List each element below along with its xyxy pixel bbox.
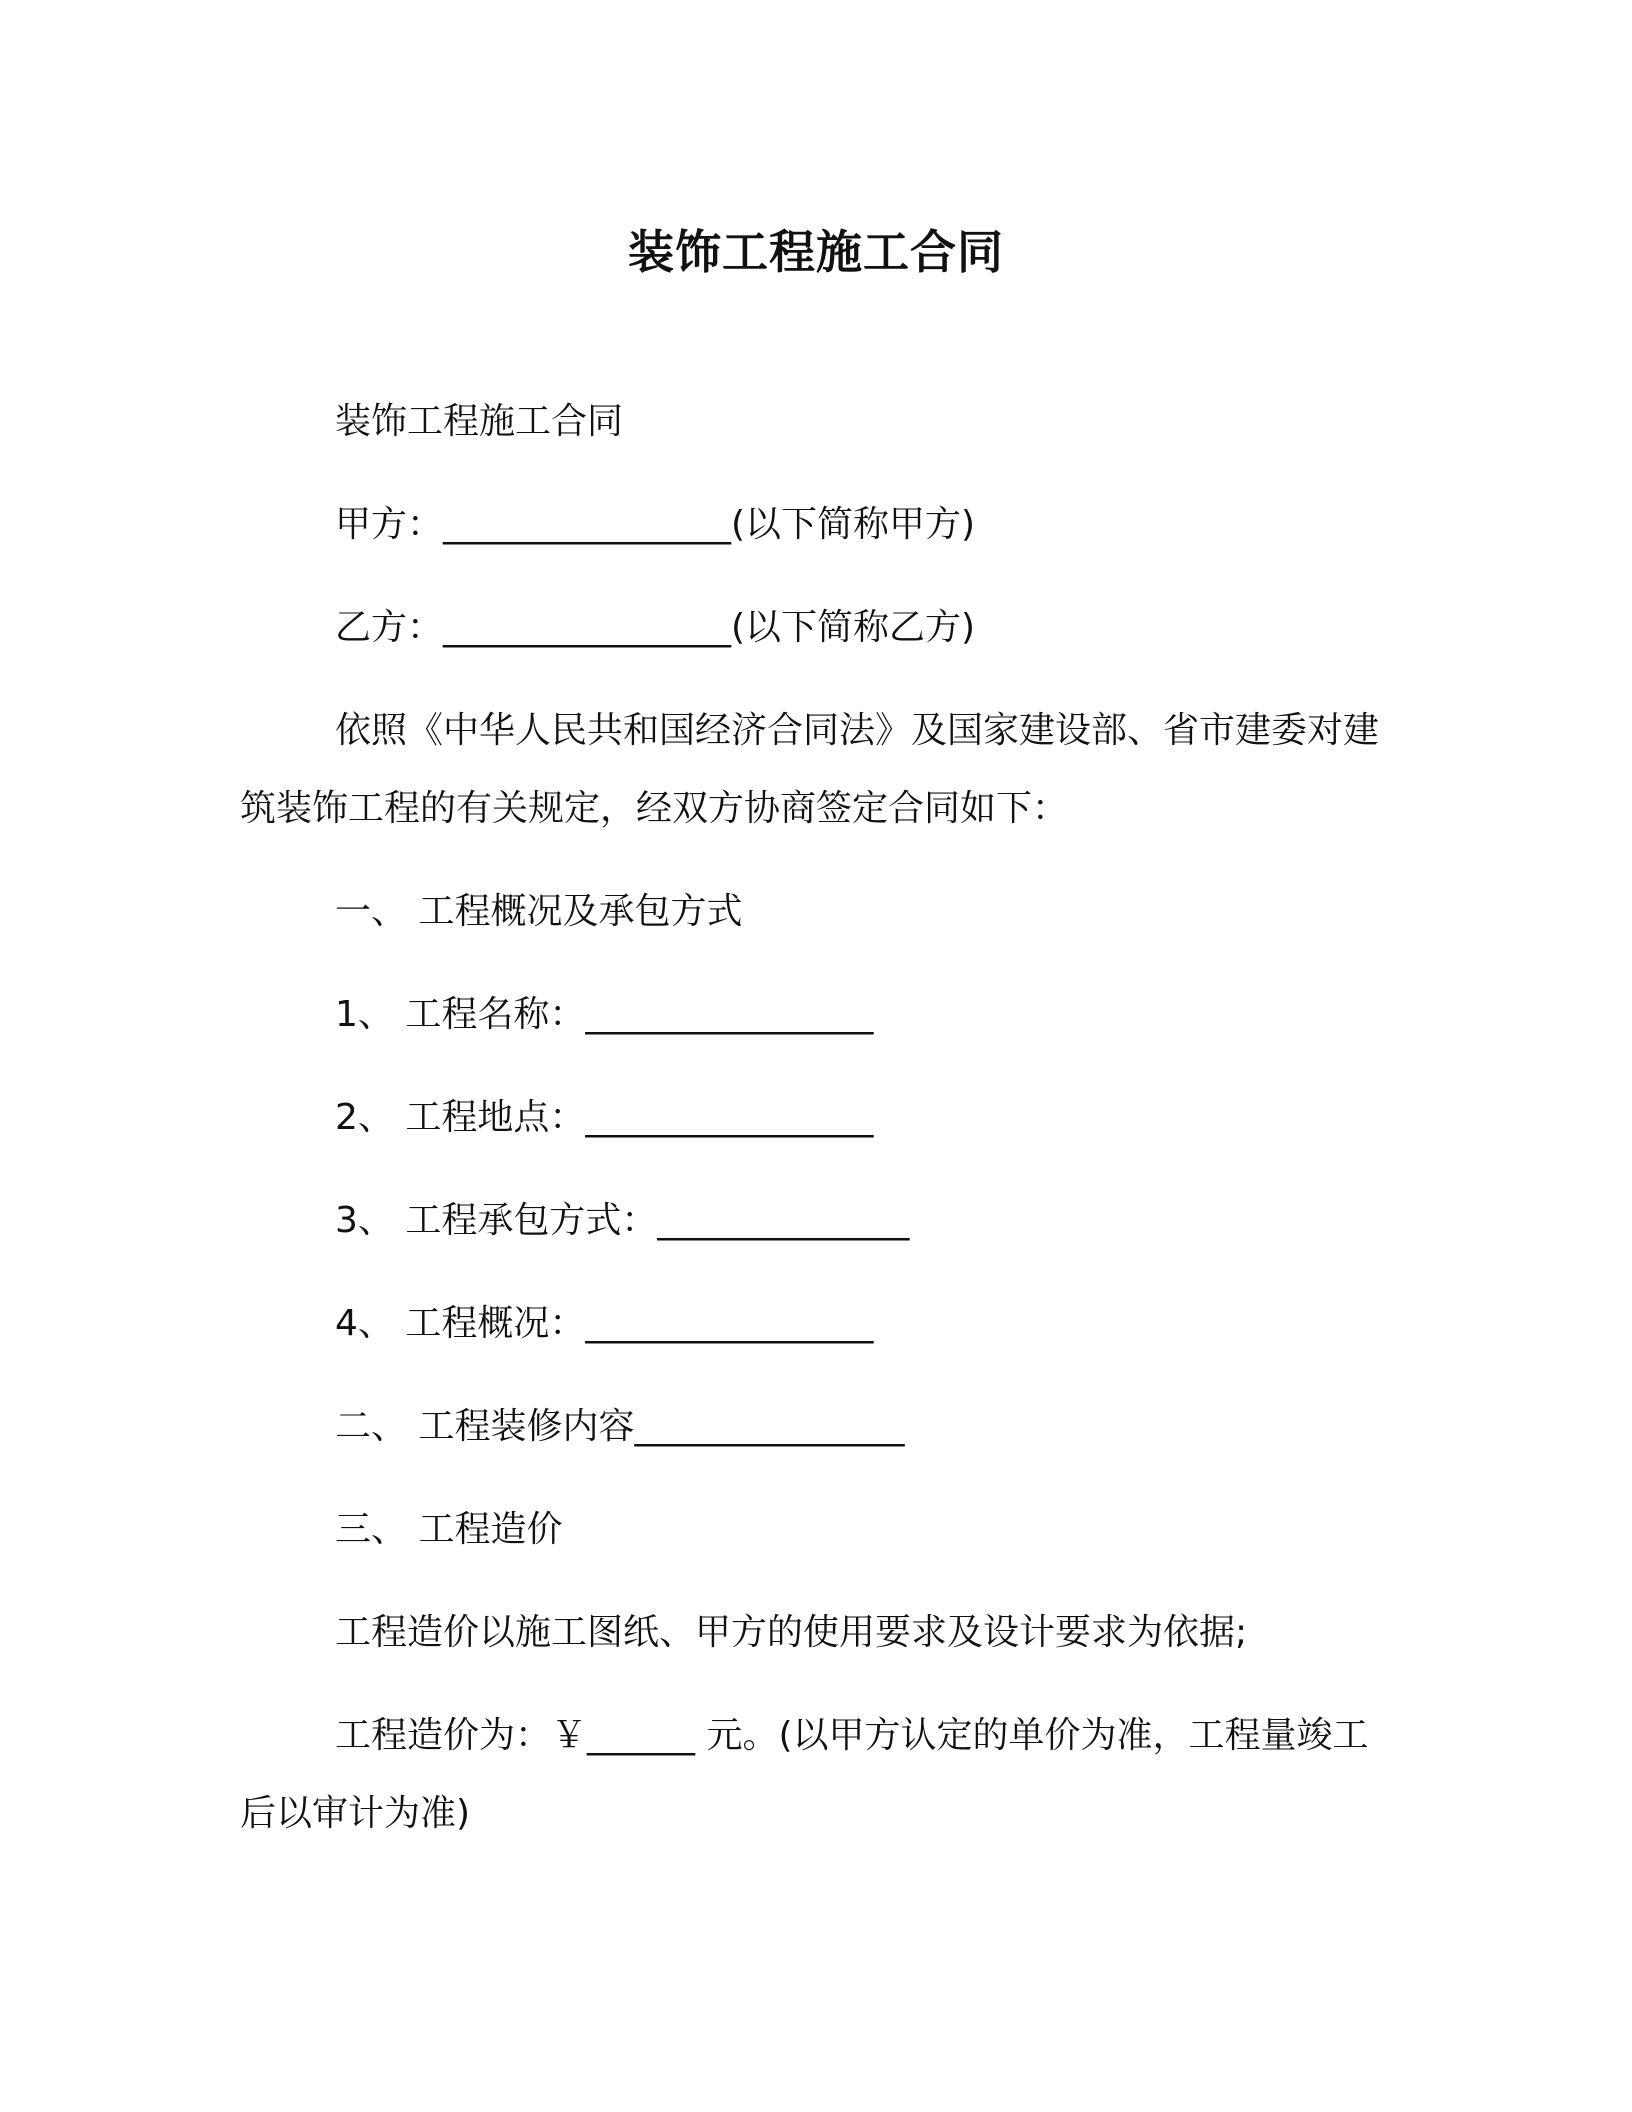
document-title: 装饰工程施工合同	[628, 225, 1004, 279]
item-project-location: 2、 工程地点：________________	[335, 1097, 874, 1138]
price-basis-paragraph: 工程造价以施工图纸、甲方的使用要求及设计要求为依据;	[335, 1612, 1248, 1653]
item-contract-method: 3、 工程承包方式：______________	[335, 1200, 910, 1241]
section-2-heading: 二、 工程装修内容_______________	[335, 1406, 905, 1447]
party-b-line: 乙方：________________(以下简称乙方)	[335, 607, 976, 648]
item-project-name: 1、 工程名称：________________	[335, 994, 874, 1035]
section-3-heading: 三、 工程造价	[335, 1509, 563, 1550]
contract-subtitle: 装饰工程施工合同	[335, 401, 624, 442]
preamble-paragraph: 依照《中华人民共和国经济合同法》及国家建设部、省市建委对建筑装饰工程的有关规定，经双方协商签定合同如下：	[240, 710, 1380, 829]
section-1-heading: 一、 工程概况及承包方式	[335, 891, 743, 932]
party-a-line: 甲方：________________(以下简称甲方)	[335, 504, 976, 545]
price-amount-paragraph: 工程造价为：￥______ 元。(以甲方认定的单价为准，工程量竣工后以审计为准)	[240, 1715, 1369, 1834]
item-project-overview: 4、 工程概况：________________	[335, 1303, 874, 1344]
